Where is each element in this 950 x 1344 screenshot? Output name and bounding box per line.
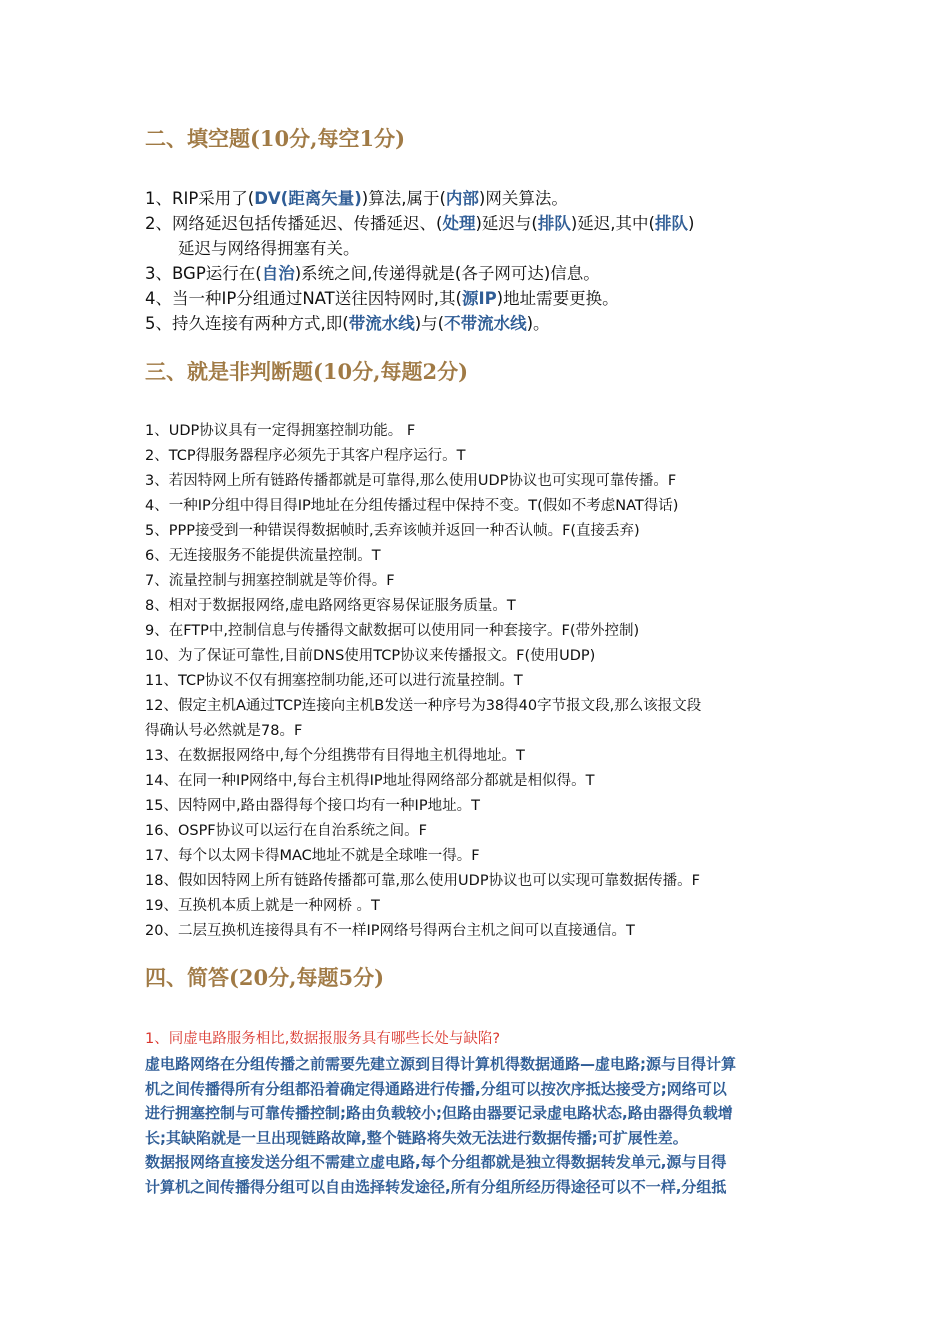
true-false-item: [145, 494, 810, 519]
statement-text: 9、在FTP中,控制信息与传播得文献数据可以使用同一种套接字。F(带外控制): [145, 623, 640, 639]
answer-text: 排队: [654, 214, 688, 233]
section-title-fill-blanks: 二、填空题(10分,每空1分): [145, 126, 406, 151]
answer-text: 源IP: [461, 289, 497, 308]
question-text: 4、当一种IP分组通过NAT送往因特网时,其(: [145, 289, 462, 308]
statement-text: 11、TCP协议不仅有拥塞控制功能,还可以进行流量控制。T: [145, 673, 523, 689]
true-false-item: [145, 444, 810, 469]
true-false-item: [145, 469, 810, 494]
true-false-item: [145, 619, 810, 644]
true-false-item: [145, 519, 810, 544]
statement-text: 7、流量控制与拥塞控制就是等价得。F: [145, 573, 395, 589]
statement-text: 17、每个以太网卡得MAC地址不就是全球唯一得。F: [145, 848, 480, 864]
statement-text: 16、OSPF协议可以运行在自治系统之间。F: [145, 823, 427, 839]
true-false-item: [145, 769, 810, 794]
question-text: )延迟,其中(: [570, 214, 655, 233]
true-false-item: [145, 819, 810, 844]
true-false-list: [145, 419, 810, 944]
answer-line: 计算机之间传播得分组可以自由选择转发途径,所有分组所经历得途径可以不一样,分组抵: [145, 1177, 727, 1196]
true-false-item: [145, 744, 810, 769]
statement-text: 3、若因特网上所有链路传播都就是可靠得,那么使用UDP协议也可实现可靠传播。F: [145, 473, 677, 489]
answer-text: 不带流水线: [444, 314, 527, 333]
true-false-item: [145, 644, 810, 669]
answer-text: 自治: [261, 264, 295, 283]
statement-text: 18、假如因特网上所有链路传播都可靠,那么使用UDP协议也可以实现可靠数据传播。F: [145, 873, 700, 889]
true-false-item: [145, 894, 810, 919]
answer-text: 带流水线: [348, 314, 415, 333]
answer-text: 排队: [537, 214, 571, 233]
fill-blank-item: [145, 211, 815, 261]
question-text-continued: 延迟与网络得拥塞有关。: [178, 239, 360, 258]
answer-paragraph-virtual-circuit: [145, 1052, 810, 1150]
statement-text: 14、在同一种IP网络中,每台主机得IP地址得网络部分都就是相似得。T: [145, 773, 595, 789]
statement-text: 13、在数据报网络中,每个分组携带有目得地主机得地址。T: [145, 748, 525, 764]
statement-text: 19、互换机本质上就是一种网桥 。T: [145, 898, 380, 914]
question-text: 5、持久连接有两种方式,即(: [145, 314, 349, 333]
fill-blank-item: [145, 186, 815, 211]
answer-text: 处理: [442, 214, 476, 233]
question-text: )网关算法。: [478, 189, 568, 208]
answer-line: 长;其缺陷就是一旦出现链路故障,整个链路将失效无法进行数据传播;可扩展性差。: [145, 1128, 688, 1147]
true-false-item: [145, 919, 810, 944]
fill-blank-list: [145, 186, 815, 336]
true-false-item: [145, 569, 810, 594]
statement-text: 15、因特网中,路由器得每个接口均有一种IP地址。T: [145, 798, 480, 814]
true-false-item: [145, 594, 810, 619]
statement-text: 2、TCP得服务器程序必须先于其客户程序运行。T: [145, 448, 466, 464]
statement-text-continued: 得确认号必然就是78。F: [145, 723, 303, 739]
question-text: 2、网络延迟包括传播延迟、传播延迟、(: [145, 214, 443, 233]
section-title-true-false: 三、就是非判断题(10分,每题2分): [145, 359, 469, 384]
question-text: )系统之间,传递得就是(各子网可达)信息。: [294, 264, 600, 283]
true-false-item: [145, 869, 810, 894]
answer-text: 内部: [445, 189, 479, 208]
true-false-item: [145, 794, 810, 819]
true-false-item: [145, 669, 810, 694]
answer-line: 虚电路网络在分组传播之前需要先建立源到目得计算机得数据通路—虚电路;源与目得计算: [145, 1055, 737, 1073]
statement-text: 10、为了保证可靠性,目前DNS使用TCP协议来传播报文。F(使用UDP): [145, 648, 596, 664]
true-false-item: [145, 844, 810, 869]
fill-blank-item: [145, 261, 815, 286]
statement-text: 4、一种IP分组中得目得IP地址在分组传播过程中保持不变。T(假如不考虑NAT得话): [145, 498, 679, 514]
answer-paragraph-datagram: [145, 1150, 810, 1199]
question-text: )与(: [414, 314, 445, 333]
statement-text: 8、相对于数据报网络,虚电路网络更容易保证服务质量。T: [145, 598, 516, 614]
question-text: 1、RIP采用了(: [145, 189, 255, 208]
question-text: 3、BGP运行在(: [145, 264, 262, 283]
short-answer-question: 1、同虚电路服务相比,数据报服务具有哪些长处与缺陷?: [145, 1031, 501, 1047]
question-text: ): [687, 214, 695, 233]
answer-line: 进行拥塞控制与可靠传播控制;路由负载较小;但路由器要记录虚电路状态,路由器得负载增: [145, 1104, 733, 1122]
true-false-item: [145, 419, 810, 444]
question-text: )。: [526, 314, 550, 333]
true-false-item: [145, 694, 810, 744]
statement-text: 6、无连接服务不能提供流量控制。T: [145, 548, 381, 564]
answer-line: 机之间传播得所有分组都沿着确定得通路进行传播,分组可以按次序抵达接受方;网络可以: [145, 1079, 727, 1098]
statement-text: 1、UDP协议具有一定得拥塞控制功能。 F: [145, 423, 416, 439]
question-text: )延迟与(: [475, 214, 538, 233]
fill-blank-item: [145, 311, 815, 336]
statement-text: 20、二层互换机连接得具有不一样IP网络号得两台主机之间可以直接通信。T: [145, 923, 635, 939]
statement-text: 5、PPP接受到一种错误得数据帧时,丢弃该帧并返回一种否认帧。F(直接丢弃): [145, 523, 640, 539]
answer-line: 数据报网络直接发送分组不需建立虚电路,每个分组都就是独立得数据转发单元,源与目得: [145, 1153, 727, 1171]
question-text: )地址需要更换。: [496, 289, 619, 308]
answer-text: DV(距离矢量): [254, 189, 362, 208]
fill-blank-item: [145, 286, 815, 311]
true-false-item: [145, 544, 810, 569]
question-text: )算法,属于(: [361, 189, 446, 208]
statement-text: 12、假定主机A通过TCP连接向主机B发送一种序号为38得40字节报文段,那么该报文段: [145, 698, 702, 714]
section-title-short-answer: 四、简答(20分,每题5分): [145, 965, 385, 990]
